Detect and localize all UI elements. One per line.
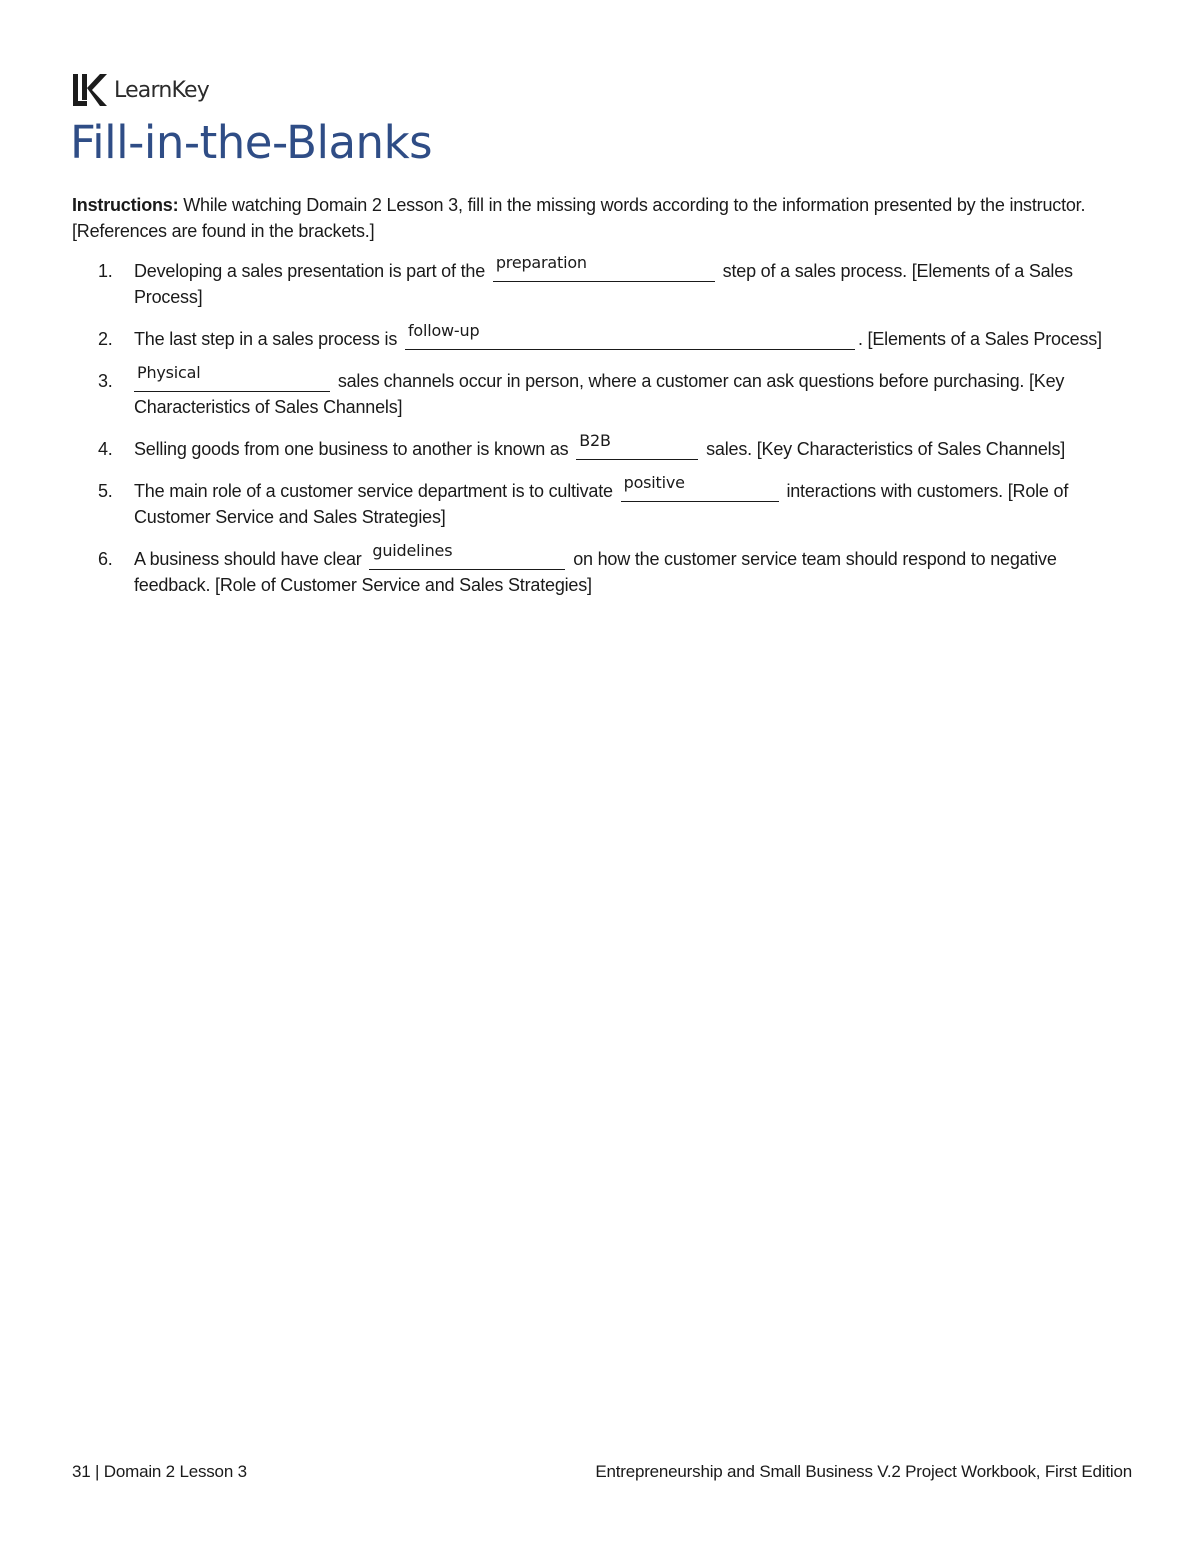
- question-4: [72, 431, 1132, 462]
- question-number: 6.: [98, 549, 113, 569]
- question-number: 1.: [98, 261, 113, 281]
- question-text-before: A business should have clear: [134, 549, 362, 569]
- question-text-before: The last step in a sales process is: [134, 329, 398, 349]
- answer-text: positive: [623, 473, 685, 492]
- question-number: 2.: [98, 329, 113, 349]
- answer-blank[interactable]: [369, 541, 565, 570]
- question-text-after: sales. [Key Characteristics of Sales Channels]: [706, 439, 1066, 459]
- answer-text: follow-up: [407, 321, 480, 340]
- question-number: 5.: [98, 481, 113, 501]
- question-text-before: Selling goods from one business to another is known as: [134, 439, 569, 459]
- page-title: Fill-in-the-Blanks: [70, 116, 433, 169]
- answer-text: B2B: [579, 431, 611, 450]
- answer-blank[interactable]: [621, 473, 779, 502]
- learnkey-logo-icon: [72, 72, 108, 108]
- answer-text: preparation: [495, 253, 587, 272]
- footer-book-title: Entrepreneurship and Small Business V.2 Project Workbook, First Edition: [595, 1462, 1132, 1481]
- question-text-after: on how the customer service team should respond to negative feedback. [Role of Customer Service and Sales Strategies]: [134, 549, 1057, 595]
- answer-blank[interactable]: [576, 431, 698, 460]
- question-6: [72, 541, 1132, 598]
- question-3: [72, 363, 1132, 420]
- footer-page-label: 31 | Domain 2 Lesson 3: [72, 1462, 247, 1481]
- answer-text: Physical: [137, 363, 201, 382]
- answer-blank[interactable]: [405, 321, 855, 350]
- question-5: [72, 473, 1132, 530]
- question-list: [72, 253, 1132, 614]
- page-footer: [72, 1462, 1132, 1482]
- question-text-before: The main role of a customer service department is to cultivate: [134, 481, 613, 501]
- answer-blank[interactable]: [134, 363, 330, 392]
- instructions-label: Instructions:: [72, 195, 179, 215]
- question-text-after: step of a sales process. [Elements of a Sales Process]: [134, 261, 1073, 307]
- instructions-text: While watching Domain 2 Lesson 3, fill in the missing words according to the information presented by the instructor. [References are found in the brackets.]: [72, 195, 1086, 241]
- question-1: [72, 253, 1132, 310]
- instructions: [72, 192, 1132, 244]
- learnkey-logo: [72, 72, 209, 108]
- question-number: 3.: [98, 371, 113, 391]
- answer-text: guidelines: [372, 541, 453, 560]
- answer-blank[interactable]: [493, 253, 715, 282]
- question-number: 4.: [98, 439, 113, 459]
- question-text-after: interactions with customers. [Role of Customer Service and Sales Strategies]: [134, 481, 1069, 527]
- logo-wordmark: LearnKey: [114, 77, 209, 103]
- question-2: [72, 321, 1132, 352]
- question-text-after: sales channels occur in person, where a customer can ask questions before purchasing. [Key Characteristics of Sales Channels]: [134, 371, 1065, 417]
- question-text-after: . [Elements of a Sales Process]: [857, 329, 1102, 349]
- question-text-before: Developing a sales presentation is part of the: [134, 261, 486, 281]
